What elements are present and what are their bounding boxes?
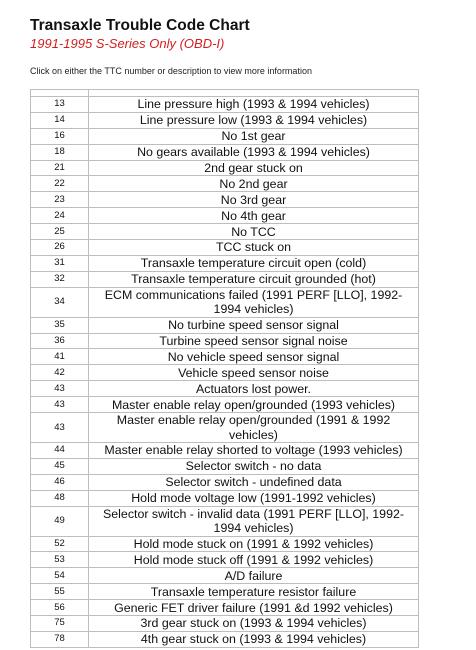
code-link[interactable]: 53 — [31, 552, 89, 568]
description-link[interactable]: Hold mode stuck off (1991 & 1992 vehicles) — [89, 552, 419, 568]
description-link[interactable]: Transaxle temperature resistor failure — [89, 584, 419, 600]
code-link[interactable]: 35 — [31, 317, 89, 333]
code-link[interactable]: 48 — [31, 490, 89, 506]
table-header-row — [31, 90, 419, 97]
page-subtitle: 1991-1995 S-Series Only (OBD-I) — [30, 36, 225, 51]
description-link[interactable]: Transaxle temperature circuit grounded (hot) — [89, 271, 419, 287]
table-row — [31, 397, 419, 413]
table-row — [31, 568, 419, 584]
table-row — [31, 616, 419, 632]
code-link[interactable]: 45 — [31, 458, 89, 474]
code-link[interactable]: 31 — [31, 255, 89, 271]
description-link[interactable]: Transaxle temperature circuit open (cold) — [89, 255, 419, 271]
table-row — [31, 536, 419, 552]
table-row — [31, 255, 419, 271]
code-link[interactable]: 43 — [31, 397, 89, 413]
code-link[interactable]: 41 — [31, 349, 89, 365]
instructions-text: Click on either the TTC number or description to view more information — [30, 66, 312, 76]
description-link[interactable]: No 1st gear — [89, 128, 419, 144]
code-link[interactable]: 49 — [31, 506, 89, 536]
code-link[interactable]: 55 — [31, 584, 89, 600]
description-link[interactable]: Hold mode voltage low (1991-1992 vehicles) — [89, 490, 419, 506]
table-row — [31, 552, 419, 568]
description-link[interactable]: No 3rd gear — [89, 192, 419, 208]
description-link[interactable]: 3rd gear stuck on (1993 & 1994 vehicles) — [89, 616, 419, 632]
header-cell-code — [31, 90, 89, 97]
table-row — [31, 287, 419, 317]
description-link[interactable]: Actuators lost power. — [89, 381, 419, 397]
header-cell-description — [89, 90, 419, 97]
table-row — [31, 128, 419, 144]
code-link[interactable]: 24 — [31, 208, 89, 224]
table-row — [31, 600, 419, 616]
code-link[interactable]: 42 — [31, 365, 89, 381]
code-link[interactable]: 22 — [31, 176, 89, 192]
table-row — [31, 271, 419, 287]
table-row — [31, 443, 419, 459]
description-link[interactable]: Selector switch - no data — [89, 458, 419, 474]
description-link[interactable]: Master enable relay open/grounded (1991 & 1992 vehicles) — [89, 413, 419, 443]
code-link[interactable]: 56 — [31, 600, 89, 616]
code-link[interactable]: 36 — [31, 333, 89, 349]
description-link[interactable]: Vehicle speed sensor noise — [89, 365, 419, 381]
code-link[interactable]: 46 — [31, 474, 89, 490]
code-link[interactable]: 13 — [31, 97, 89, 113]
code-link[interactable]: 44 — [31, 443, 89, 459]
code-link[interactable]: 26 — [31, 240, 89, 256]
code-link[interactable]: 32 — [31, 271, 89, 287]
table-row — [31, 208, 419, 224]
description-link[interactable]: No gears available (1993 & 1994 vehicles) — [89, 144, 419, 160]
code-link[interactable]: 54 — [31, 568, 89, 584]
description-link[interactable]: Turbine speed sensor signal noise — [89, 333, 419, 349]
trouble-code-table — [30, 89, 419, 648]
code-link[interactable]: 21 — [31, 160, 89, 176]
table-row — [31, 144, 419, 160]
table-row — [31, 97, 419, 113]
description-link[interactable]: Selector switch - undefined data — [89, 474, 419, 490]
code-link[interactable]: 43 — [31, 381, 89, 397]
code-link[interactable]: 14 — [31, 112, 89, 128]
description-link[interactable]: Master enable relay open/grounded (1993 vehicles) — [89, 397, 419, 413]
table-row — [31, 192, 419, 208]
table-row — [31, 224, 419, 240]
description-link[interactable]: ECM communications failed (1991 PERF [LLO], 1992-1994 vehicles) — [89, 287, 419, 317]
code-link[interactable]: 25 — [31, 224, 89, 240]
table-row — [31, 333, 419, 349]
code-link[interactable]: 52 — [31, 536, 89, 552]
table-row — [31, 240, 419, 256]
code-link[interactable]: 75 — [31, 616, 89, 632]
description-link[interactable]: Line pressure high (1993 & 1994 vehicles) — [89, 97, 419, 113]
table-row — [31, 112, 419, 128]
table-row — [31, 349, 419, 365]
description-link[interactable]: Line pressure low (1993 & 1994 vehicles) — [89, 112, 419, 128]
code-link[interactable]: 78 — [31, 631, 89, 647]
table-row — [31, 160, 419, 176]
code-link[interactable]: 18 — [31, 144, 89, 160]
description-link[interactable]: No vehicle speed sensor signal — [89, 349, 419, 365]
table-row — [31, 365, 419, 381]
description-link[interactable]: No TCC — [89, 224, 419, 240]
description-link[interactable]: No 4th gear — [89, 208, 419, 224]
table-row — [31, 474, 419, 490]
table-row — [31, 458, 419, 474]
page-title: Transaxle Trouble Code Chart — [30, 17, 250, 34]
table-row — [31, 584, 419, 600]
table-row — [31, 490, 419, 506]
code-link[interactable]: 34 — [31, 287, 89, 317]
description-link[interactable]: Master enable relay shorted to voltage (1993 vehicles) — [89, 443, 419, 459]
description-link[interactable]: TCC stuck on — [89, 240, 419, 256]
table-row — [31, 506, 419, 536]
code-link[interactable]: 23 — [31, 192, 89, 208]
description-link[interactable]: Selector switch - invalid data (1991 PERF [LLO], 1992-1994 vehicles) — [89, 506, 419, 536]
table-row — [31, 176, 419, 192]
code-link[interactable]: 16 — [31, 128, 89, 144]
description-link[interactable]: Hold mode stuck on (1991 & 1992 vehicles) — [89, 536, 419, 552]
description-link[interactable]: No turbine speed sensor signal — [89, 317, 419, 333]
description-link[interactable]: 2nd gear stuck on — [89, 160, 419, 176]
description-link[interactable]: A/D failure — [89, 568, 419, 584]
description-link[interactable]: No 2nd gear — [89, 176, 419, 192]
description-link[interactable]: Generic FET driver failure (1991 &d 1992 vehicles) — [89, 600, 419, 616]
table-row — [31, 413, 419, 443]
table-row — [31, 317, 419, 333]
table-row — [31, 381, 419, 397]
table-row — [31, 631, 419, 647]
code-link[interactable]: 43 — [31, 413, 89, 443]
description-link[interactable]: 4th gear stuck on (1993 & 1994 vehicles) — [89, 631, 419, 647]
